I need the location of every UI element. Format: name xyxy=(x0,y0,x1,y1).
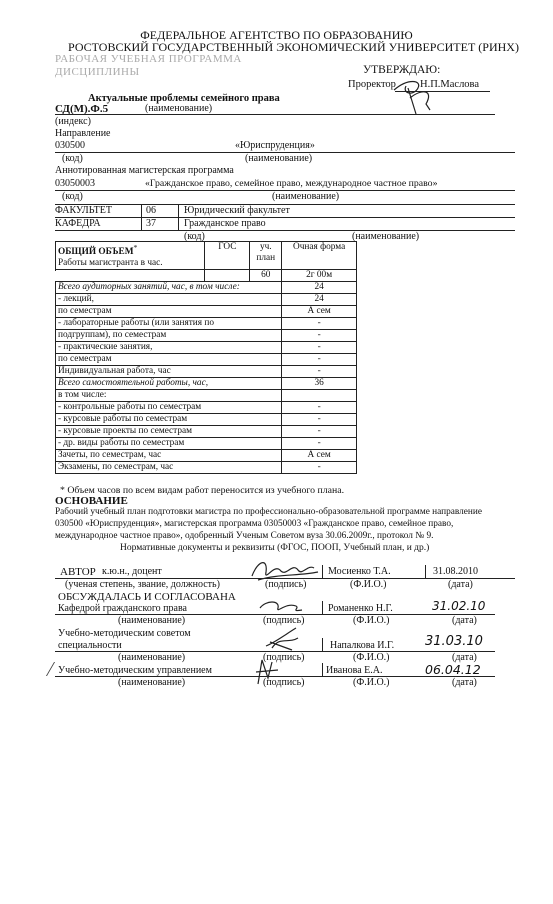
plan-value: 60 xyxy=(250,270,282,282)
rector-signature xyxy=(388,74,444,118)
table-row xyxy=(56,414,357,426)
name-label: (наименование) xyxy=(145,103,213,114)
table-row xyxy=(56,342,357,354)
volume-table xyxy=(55,241,357,474)
approval-r1-label: Кафедрой гражданского права xyxy=(58,603,187,614)
program-name-label: (наименование) xyxy=(272,191,340,202)
row-label: - контрольные работы по семестрам xyxy=(56,402,282,414)
approval-r3-sub-date: (дата) xyxy=(452,677,477,688)
approval-r1-sub-date: (дата) xyxy=(452,615,477,626)
author-date: 31.08.2010 xyxy=(433,566,478,577)
approval-r3-sub-sign: (подпись) xyxy=(263,677,305,688)
approval-r3-name: Иванова Е.А. xyxy=(326,665,383,676)
approval-r3-sub-fio: (Ф.И.О.) xyxy=(353,677,390,688)
row-label: по семестрам xyxy=(56,354,282,366)
approval-r2-label-1: Учебно-методическим советом xyxy=(58,628,191,639)
department-label: КАФЕДРА xyxy=(55,218,101,229)
basis-line-2: 030500 «Юриспруденция», магистерская программа 03050003 «Гражданское право, семейное право, xyxy=(55,519,454,529)
row-value: - xyxy=(282,330,357,342)
dept-name-label: (наименование) xyxy=(352,231,420,242)
approval-r1-name: Романенко Н.Г. xyxy=(328,603,393,614)
row-label: - практические занятия, xyxy=(56,342,282,354)
basis-line-3: международное частное право», одобренный Ученым Советом вуза 30.06.2009г., протокол № 9. xyxy=(55,531,434,541)
direction-name: «Юриспруденция» xyxy=(235,140,315,151)
table-row xyxy=(56,354,357,366)
row-label: Зачеты, по семестрам, час xyxy=(56,450,282,462)
row-label: в том числе: xyxy=(56,390,282,402)
ghost-heading-2: ДИСЦИПЛИНЫ xyxy=(55,66,140,78)
approval-r2-sub-sign: (подпись) xyxy=(263,652,305,663)
row-label: по семестрам xyxy=(56,306,282,318)
approval-r2-label-2: специальности xyxy=(58,640,122,651)
table-row xyxy=(56,306,357,318)
row-value: 24 xyxy=(282,294,357,306)
index-label: (индекс) xyxy=(55,116,91,127)
table-row xyxy=(56,330,357,342)
basis-title: ОСНОВАНИЕ xyxy=(55,495,128,507)
row-label: - курсовые работы по семестрам xyxy=(56,414,282,426)
table-row xyxy=(56,426,357,438)
row-value: - xyxy=(282,354,357,366)
faculty-code: 06 xyxy=(146,205,156,216)
row-value: - xyxy=(282,414,357,426)
direction-name-label: (наименование) xyxy=(245,153,313,164)
form-value: 2г 00м xyxy=(282,270,357,282)
approval-r1-sub-sign: (подпись) xyxy=(263,615,305,626)
basis-line-4: Нормативные документы и реквизиты (ФГОС, ПООП, Учебный план, и др.) xyxy=(120,543,430,553)
row-value: - xyxy=(282,462,357,474)
author-sign-label: (подпись) xyxy=(265,579,307,590)
row-value: А сем xyxy=(282,450,357,462)
table-row xyxy=(56,282,357,294)
row-value: - xyxy=(282,402,357,414)
plan-header: уч. план xyxy=(250,242,282,270)
approval-r3-sub-name: (наименование) xyxy=(118,677,186,688)
agency-title: ФЕДЕРАЛЬНОЕ АГЕНТСТВО ПО ОБРАЗОВАНИЮ xyxy=(140,28,413,42)
approval-r1-sub-name: (наименование) xyxy=(118,615,186,626)
direction-label: Направление xyxy=(55,128,111,139)
author-name: Мосиенко Т.А. xyxy=(328,566,391,577)
program-code: 03050003 xyxy=(55,178,95,189)
approval-r2-date: 31.03.10 xyxy=(425,634,483,649)
approval-r2-signature xyxy=(262,624,302,654)
row-value xyxy=(282,390,357,402)
faculty-name: Юридический факультет xyxy=(184,205,290,216)
approval-r1-date: 31.02.10 xyxy=(432,599,486,613)
department-code: 37 xyxy=(146,218,156,229)
ghost-heading-1: РАБОЧАЯ УЧЕБНАЯ ПРОГРАММА xyxy=(55,53,242,65)
dept-code-label: (код) xyxy=(184,231,205,242)
approval-title: ОБСУЖДАЛАСЬ И СОГЛАСОВАНА xyxy=(58,591,236,603)
author-label: АВТОР xyxy=(60,566,96,578)
author-fio-label: (Ф.И.О.) xyxy=(350,579,387,590)
approval-r2-name: Напалкова И.Г. xyxy=(330,640,395,651)
discipline-code: СД(М).Ф.5 xyxy=(55,103,109,115)
row-label: - курсовые проекты по семестрам xyxy=(56,426,282,438)
author-degree-label: (ученая степень, звание, должность) xyxy=(65,579,220,590)
row-label: Всего аудиторных занятий, час, в том числе: xyxy=(56,282,282,294)
row-label: - лекций, xyxy=(56,294,282,306)
approval-r1-signature xyxy=(256,598,306,616)
table-row xyxy=(56,294,357,306)
approval-r3-date: 06.04.12 xyxy=(425,662,481,677)
row-value: 24 xyxy=(282,282,357,294)
department-name: Гражданское право xyxy=(184,218,266,229)
approval-r2-sub-fio: (Ф.И.О.) xyxy=(353,652,390,663)
approval-r2-sub-date: (дата) xyxy=(452,652,477,663)
table-row xyxy=(56,390,357,402)
table-row xyxy=(56,402,357,414)
row-label: подгруппам), по семестрам xyxy=(56,330,282,342)
faculty-label: ФАКУЛЬТЕТ xyxy=(55,205,113,216)
row-label: - лабораторные работы (или занятия по xyxy=(56,318,282,330)
row-value: 36 xyxy=(282,378,357,390)
author-signature xyxy=(248,554,320,586)
approval-r1-sub-fio: (Ф.И.О.) xyxy=(353,615,390,626)
university-title: РОСТОВСКИЙ ГОСУДАРСТВЕННЫЙ ЭКОНОМИЧЕСКИЙ УНИВЕРСИТЕТ (РИНХ) xyxy=(68,40,519,54)
author-degree: к.ю.н., доцент xyxy=(102,566,162,577)
table-head-cell: ОБЩИЙ ОБЪЕМ* Работы магистранта в час. xyxy=(56,242,205,270)
direction-code-label: (код) xyxy=(62,153,83,164)
rector-name: Н.П.Маслова xyxy=(420,79,480,90)
direction-code: 030500 xyxy=(55,140,85,151)
row-label: Индивидуальная работа, час xyxy=(56,366,282,378)
table-row xyxy=(56,378,357,390)
approval-r3-label: Учебно-методическим управлением xyxy=(58,665,212,676)
row-label: - др. виды работы по семестрам xyxy=(56,438,282,450)
discipline-title: Актуальные проблемы семейного права xyxy=(88,93,280,104)
approve-label: УТВЕРЖДАЮ: xyxy=(363,64,441,76)
footnote: * Объем часов по всем видам работ переносится из учебного плана. xyxy=(60,485,345,496)
row-label: Экзамены, по семестрам, час xyxy=(56,462,282,474)
row-value: А сем xyxy=(282,306,357,318)
basis-line-1: Рабочий учебный план подготовки магистра по профессионально-образовательной программе направление xyxy=(55,507,482,517)
program-name: «Гражданское право, семейное право, международное частное право» xyxy=(145,178,438,189)
table-row xyxy=(56,318,357,330)
row-value: - xyxy=(282,318,357,330)
table-row xyxy=(56,438,357,450)
program-label: Аннотированная магистерская программа xyxy=(55,165,234,176)
rector-label: Проректор xyxy=(348,79,396,90)
author-date-label: (дата) xyxy=(448,579,473,590)
table-row xyxy=(56,450,357,462)
row-value: - xyxy=(282,426,357,438)
row-label: Всего самостоятельной работы, час, xyxy=(56,378,282,390)
row-value: - xyxy=(282,438,357,450)
program-code-label: (код) xyxy=(62,191,83,202)
table-row xyxy=(56,462,357,474)
row-value: - xyxy=(282,366,357,378)
row-value: - xyxy=(282,342,357,354)
form-header: Очная форма xyxy=(282,242,357,270)
table-row xyxy=(56,366,357,378)
approval-r2-sub-name: (наименование) xyxy=(118,652,186,663)
gos-header: ГОС xyxy=(205,242,250,270)
